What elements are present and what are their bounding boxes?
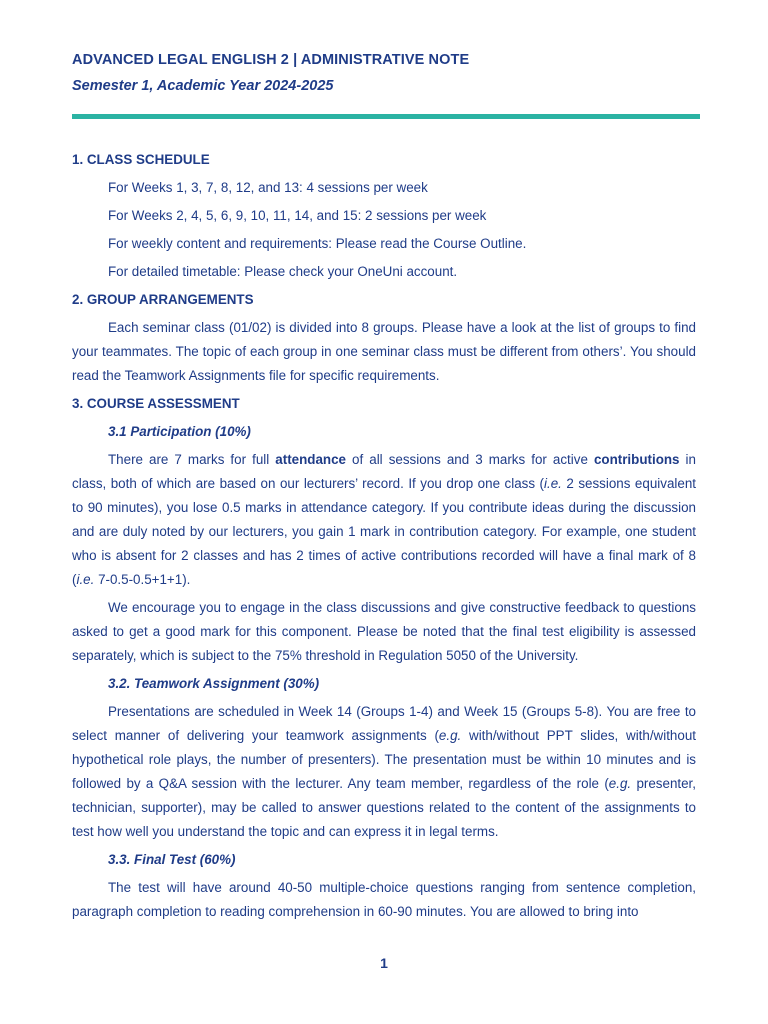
- participation-paragraph-2: We encourage you to engage in the class discussions and give constructive feedback to questions asked to get a good mark for this component. Please be noted that the final test eligibility is assessed separately, which is subject to the 75% threshold in Regulation 5050 of the University.: [72, 600, 696, 663]
- section-heading-class-schedule: 1. CLASS SCHEDULE: [72, 152, 210, 167]
- subsection-heading-teamwork: 3.2. Teamwork Assignment (30%): [108, 676, 320, 691]
- final-test-paragraph: The test will have around 40-50 multiple-choice questions ranging from sentence completion, paragraph completion to reading comprehension in 60-90 minutes. You are allowed to bring into: [72, 880, 696, 919]
- group-arrangements-paragraph: Each seminar class (01/02) is divided into 8 groups. Please have a look at the list of groups to find your teammates. The topic of each group in one seminar class must be different from others’. You should read the Teamwork Assignments file for specific requirements.: [72, 320, 696, 383]
- document-body: [72, 148, 696, 928]
- schedule-item: For weekly content and requirements: Please read the Course Outline.: [108, 236, 527, 251]
- schedule-item: For Weeks 1, 3, 7, 8, 12, and 13: 4 sessions per week: [108, 180, 428, 195]
- attendance-emphasis: attendance: [275, 452, 346, 467]
- section-heading-group-arrangements: 2. GROUP ARRANGEMENTS: [72, 292, 254, 307]
- subsection-heading-participation: 3.1 Participation (10%): [108, 424, 251, 439]
- header-divider: [72, 114, 700, 119]
- contributions-emphasis: contributions: [593, 452, 680, 467]
- teamwork-paragraph: Presentations are scheduled in Week 14 (Groups 1-4) and Week 15 (Groups 5-8). You are free to select manner of delivering your teamwork assignments (e.g. with/without PPT slides, with/without hypothetical role plays, the number of presenters). The presentation must be within 10 minutes and is followed by a Q&A session with the lecturer. Any team member, regardless of the role (e.g. presenter, technician, supporter), may be called to answer questions related to the content of the assignments to test how well you understand the topic and can express it in legal terms.: [72, 704, 696, 839]
- schedule-item: For detailed timetable: Please check your OneUni account.: [108, 264, 458, 279]
- subsection-heading-final-test: 3.3. Final Test (60%): [108, 852, 236, 867]
- schedule-item: For Weeks 2, 4, 5, 6, 9, 10, 11, 14, and 15: 2 sessions per week: [108, 208, 487, 223]
- document-subtitle: Semester 1, Academic Year 2024-2025: [72, 78, 334, 94]
- section-heading-course-assessment: 3. COURSE ASSESSMENT: [72, 396, 240, 411]
- page-number: 1: [380, 955, 388, 971]
- participation-paragraph: There are 7 marks for full attendance of all sessions and 3 marks for active contributions in class, both of which are based on our lecturers’ record. If you drop one class (i.e. 2 sessions equivalent to 90 minutes), you lose 0.5 marks in attendance category. If you contribute ideas during the discussion and are duly noted by our lecturers, you gain 1 mark in contribution category. For example, one student who is absent for 2 classes and has 2 times of active contributions recorded will have a final mark of 8 (i.e. 7-0.5-0.5+1+1).: [72, 452, 696, 587]
- document-title: ADVANCED LEGAL ENGLISH 2 | ADMINISTRATIVE NOTE: [72, 52, 470, 68]
